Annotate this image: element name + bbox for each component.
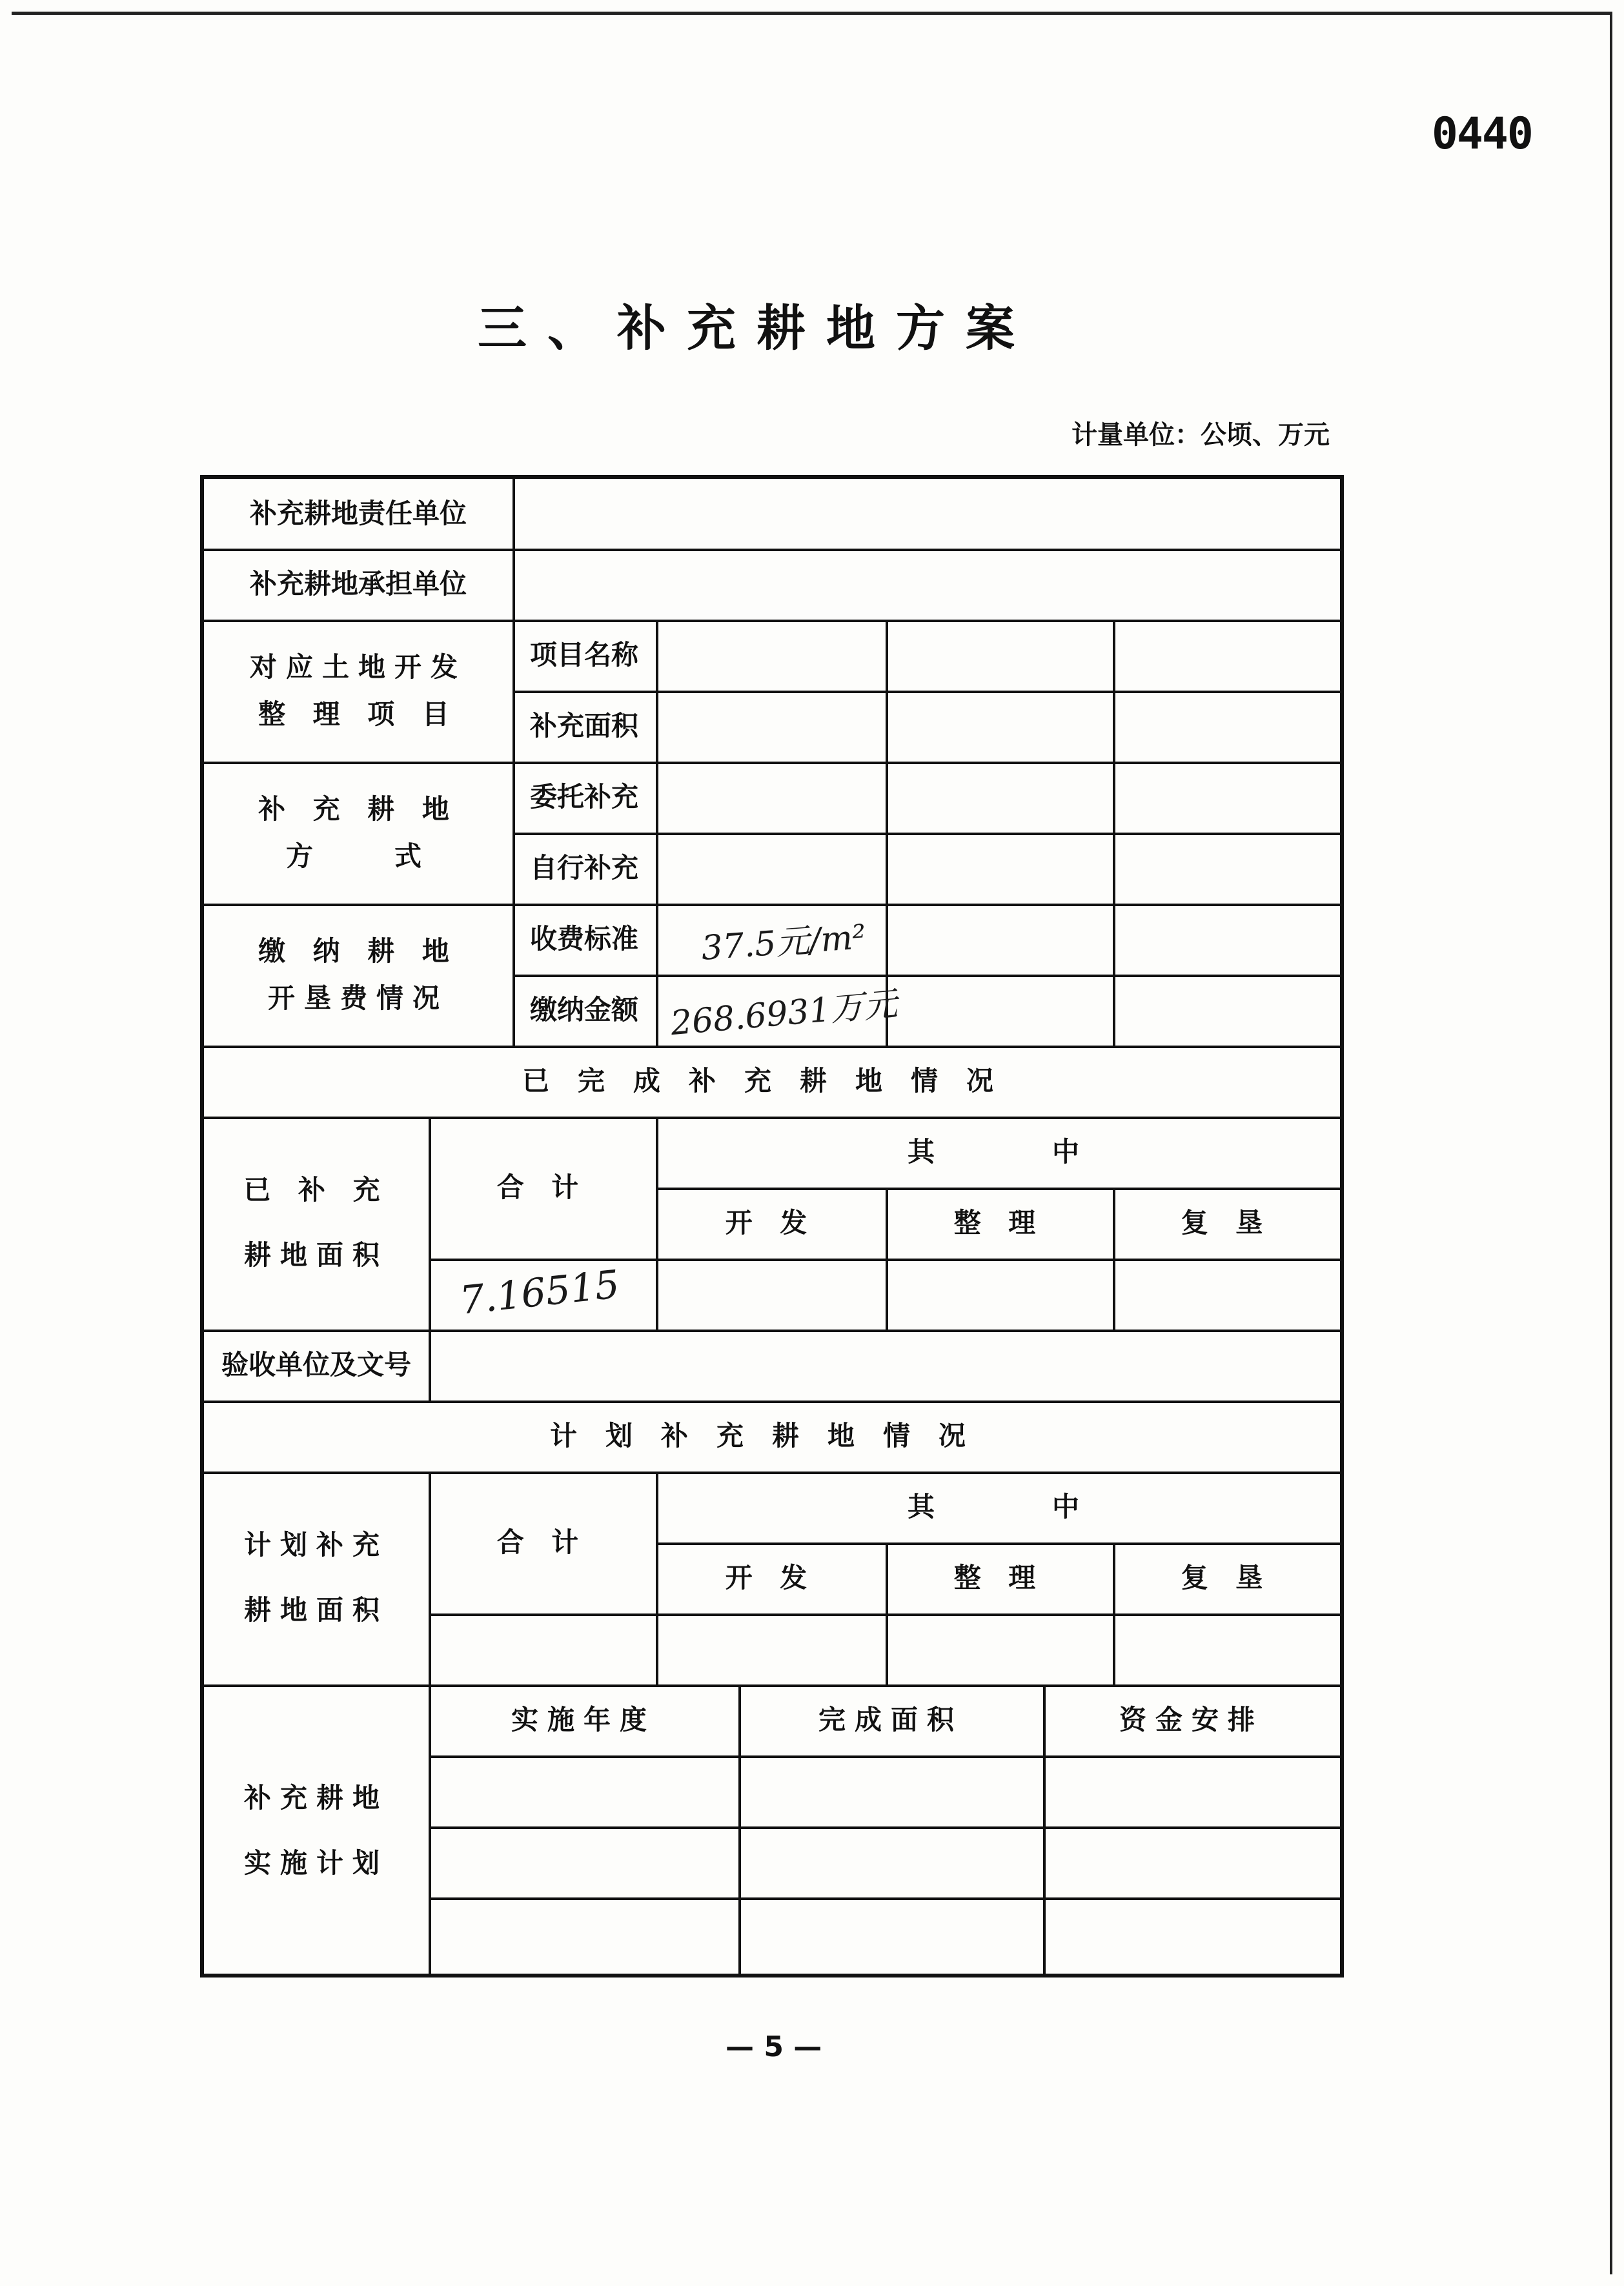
planned-section-heading: 计划补充耕地情况 <box>549 1420 994 1452</box>
completed-total-label: 合 计 <box>496 1171 588 1204</box>
planned-of-which-label: 其 中 <box>907 1491 1088 1523</box>
reclamation-fee-label-line1: 缴 纳 耕 地 <box>258 935 458 967</box>
table-rule <box>1113 620 1115 1046</box>
supplement-method-label-line2: 方 式 <box>285 840 431 872</box>
handwritten-completed-total: 7.16515 <box>458 1262 622 1324</box>
responsible-unit-label: 补充耕地责任单位 <box>249 498 467 530</box>
project-name-label: 项目名称 <box>529 639 638 671</box>
completed-develop-label: 开 发 <box>725 1207 817 1239</box>
completed-of-which-label: 其 中 <box>907 1136 1088 1168</box>
completed-area-label-line2: 耕地面积 <box>243 1239 389 1271</box>
serial-number: 0440 <box>1432 108 1532 159</box>
related-project-label-line1: 对应土地开发 <box>249 651 467 683</box>
completed-reclaim-label: 复 垦 <box>1181 1207 1272 1239</box>
completed-area-label-line1: 已 补 充 <box>243 1174 389 1206</box>
completed-consolidate-label: 整 理 <box>953 1207 1045 1239</box>
table-rule <box>431 1897 1340 1900</box>
supplement-method-label <box>204 762 513 904</box>
table-rule <box>431 1826 1340 1829</box>
fee-standard-label: 收费标准 <box>529 923 638 955</box>
planned-develop-label: 开 发 <box>725 1562 817 1594</box>
table-rule <box>431 1755 1340 1758</box>
implementation-plan-label-line1: 补充耕地 <box>243 1782 389 1814</box>
planned-area-label-line2: 耕地面积 <box>243 1594 389 1626</box>
unit-note: 计量单位：公顷、万元 <box>1071 420 1330 450</box>
planned-total-label: 合 计 <box>496 1526 588 1559</box>
planned-area-label-line1: 计划补充 <box>243 1529 389 1561</box>
completed-area-header: 完成面积 <box>818 1704 963 1736</box>
page-title: 三、补充耕地方案 <box>478 299 1035 357</box>
implementation-plan-label-line2: 实施计划 <box>243 1847 389 1879</box>
table-rule <box>656 620 658 1046</box>
planned-consolidate-label: 整 理 <box>953 1562 1045 1594</box>
supplement-method-label-line1: 补 充 耕 地 <box>258 793 458 825</box>
supplement-farmland-form <box>200 475 1344 1977</box>
acceptance-label: 验收单位及文号 <box>221 1349 411 1381</box>
implementation-plan-label <box>204 1684 429 1977</box>
funds-arrangement-header: 资金安排 <box>1119 1704 1264 1736</box>
self-supplement-label: 自行补充 <box>529 852 638 884</box>
handwritten-fee-amount: 268.6931万元 <box>669 984 899 1044</box>
related-project-label-line2: 整 理 项 目 <box>258 698 458 730</box>
completed-area-label <box>204 1117 429 1330</box>
related-project-label <box>204 620 513 762</box>
supplement-area-label: 补充面积 <box>529 710 638 742</box>
planned-reclaim-label: 复 垦 <box>1181 1562 1272 1594</box>
undertaking-unit-label: 补充耕地承担单位 <box>249 568 467 600</box>
entrusted-supplement-label: 委托补充 <box>529 781 638 813</box>
completed-section-heading: 已完成补充耕地情况 <box>522 1065 1022 1097</box>
handwritten-fee-standard: 37.5元/m² <box>700 918 868 968</box>
implementation-year-header: 实施年度 <box>511 1704 656 1736</box>
page-number: — 5 — <box>726 2030 822 2063</box>
reclamation-fee-label-line2: 开垦费情况 <box>267 982 449 1014</box>
planned-area-label <box>204 1472 429 1684</box>
reclamation-fee-label <box>204 904 513 1046</box>
fee-amount-label: 缴纳金额 <box>529 994 638 1026</box>
